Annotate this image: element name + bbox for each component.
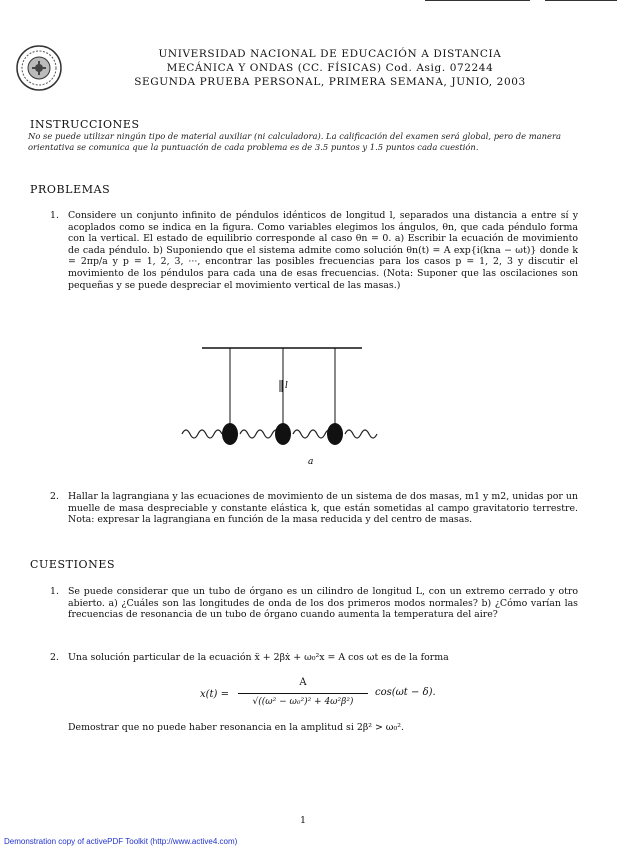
top-rule bbox=[425, 0, 530, 1]
question-2-intro: Una solución particular de la ecuación ẍ + 2βẋ + ω₀²x = A cos ωt es de la forma bbox=[68, 652, 449, 663]
exam-title: SEGUNDA PRUEBA PERSONAL, PRIMERA SEMANA, JUNIO, 2003 bbox=[134, 76, 526, 88]
fraction-bar bbox=[238, 693, 368, 694]
question-2-number: 2. bbox=[50, 652, 59, 663]
university-seal-icon bbox=[15, 44, 63, 92]
university-name: UNIVERSIDAD NACIONAL DE EDUCACIÓN A DISTANCIA bbox=[158, 48, 502, 60]
problems-heading: PROBLEMAS bbox=[30, 183, 111, 196]
instructions-heading: INSTRUCCIONES bbox=[30, 118, 140, 131]
pendulum-mass bbox=[275, 423, 291, 445]
problem-2-number: 2. bbox=[50, 491, 59, 502]
problem-1-text: Considere un conjunto infinito de péndulos idénticos de longitud l, separados una distancia a entre sí y acoplados como se indica en la figura. Como variables elegimos los ángulos, θn, que cada péndulo forma con la vertical. El estado de equilibrio corresponde al caso θn = 0. a) Escribir la ecuación de movimiento de cada péndulo. b) Suponiendo que el sistema admite como solución θn(t) = A exp{i(kna − ωt)} donde k = 2πp/a y p = 1, 2, 3, ···, encontrar las posibles frecuencias para los casos p = 1, 2, 3 y discutir el movimiento de los péndulos para cada una de esas frecuencias. (Nota: Suponer que las oscilaciones son pequeñas y se puede despreciar el movimiento vertical de las masas.) bbox=[68, 210, 578, 291]
pendulum-figure bbox=[180, 340, 380, 470]
problem-1-number: 1. bbox=[50, 210, 59, 221]
questions-heading: CUESTIONES bbox=[30, 558, 116, 571]
figure-label-a: a bbox=[308, 457, 314, 467]
spring bbox=[345, 430, 377, 438]
equation-denominator: √((ω² − ω₀²)² + 4ω²β²) bbox=[252, 697, 354, 707]
page-number: 1 bbox=[300, 815, 307, 826]
problem-2-text: Hallar la lagrangiana y las ecuaciones de movimiento de un sistema de dos masas, m1 y m2, unidas por un muelle de masa despreciable y constante elástica k, que están sometidas al campo gravitatorio terrestre. Nota: expresar la lagrangiana en función de la masa reducida y del centro de masas. bbox=[68, 491, 578, 526]
equation-numerator: A bbox=[299, 677, 307, 688]
pendulum-mass bbox=[222, 423, 238, 445]
top-rule bbox=[545, 0, 617, 1]
question-1-text: Se puede considerar que un tubo de órgano es un cilindro de longitud L, con un extremo cerrado y otro abierto. a) ¿Cuáles son las longitudes de onda de los dos primeros modos normales? b) ¿Cómo varían las frecuencias de resonancia de un tubo de órgano cuando aumenta la temperatura del aire? bbox=[68, 586, 578, 621]
equation-lhs: x(t) = bbox=[200, 689, 230, 700]
question-1-number: 1. bbox=[50, 586, 59, 597]
figure-label-l: l bbox=[285, 381, 288, 391]
course-title: MECÁNICA Y ONDAS (CC. FÍSICAS) Cod. Asig. 072244 bbox=[166, 62, 494, 74]
equation-rhs: cos(ωt − δ). bbox=[375, 687, 436, 698]
spring bbox=[182, 430, 222, 438]
spring bbox=[240, 430, 280, 438]
question-2-conclusion: Demostrar que no puede haber resonancia en la amplitud si 2β² > ω₀². bbox=[68, 722, 404, 733]
instructions-text: No se puede utilizar ningún tipo de material auxiliar (ni calculadora). La calificación del examen será global, pero de manera orientativa se comunica que la puntuación de cada problema es de 3.5 puntos y 1.5 puntos cada cuestión. bbox=[28, 131, 561, 152]
pendulum-mass bbox=[327, 423, 343, 445]
watermark-footer: Demonstration copy of activePDF Toolkit (http://www.active4.com) bbox=[4, 837, 238, 846]
